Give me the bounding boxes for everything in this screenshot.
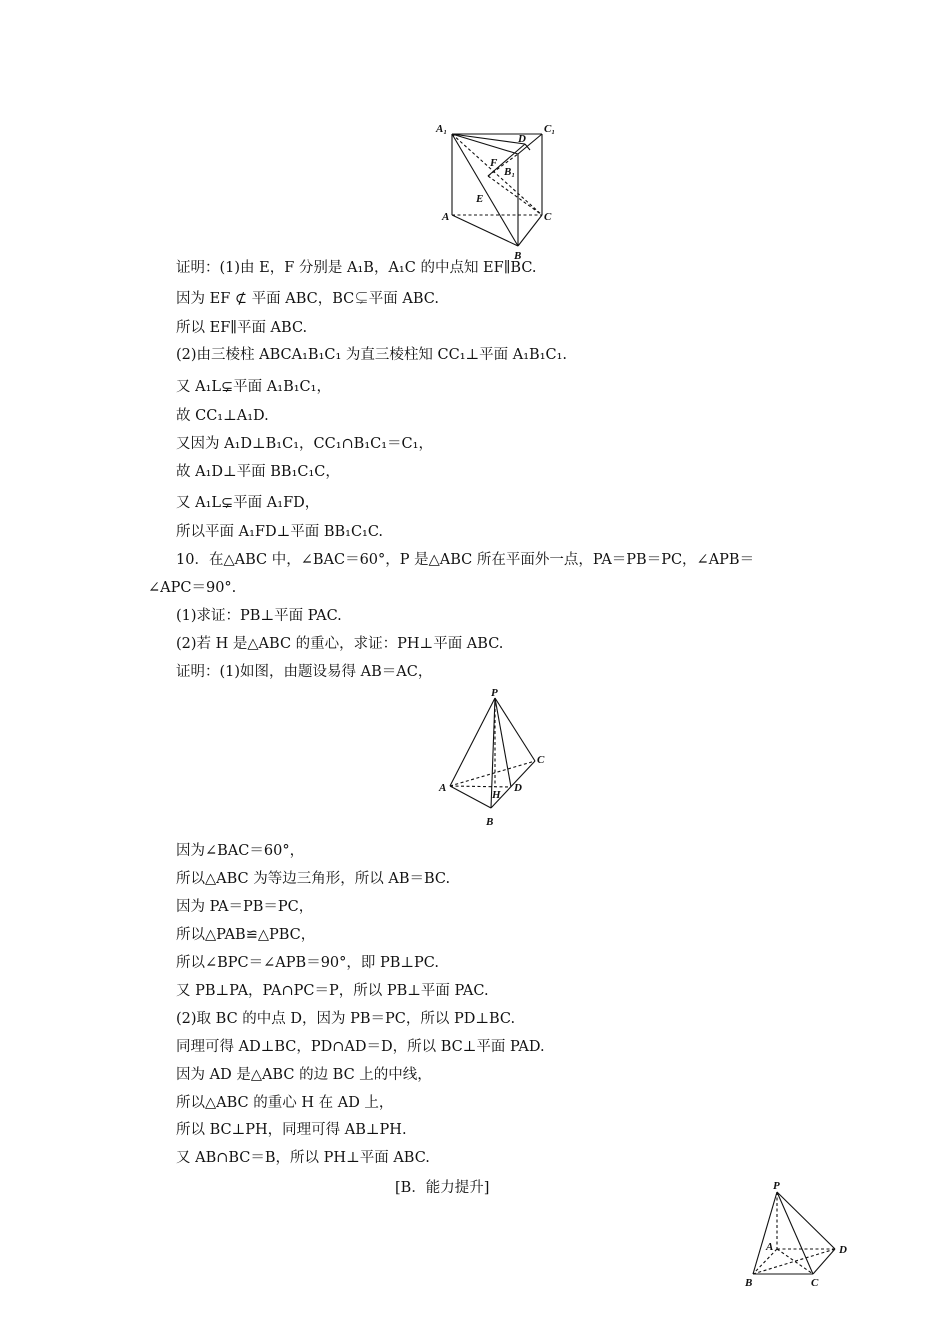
proof2-line-8: 同理可得 AD⊥BC，PD∩AD＝D，所以 BC⊥平面 PAD. xyxy=(176,1039,545,1055)
proof1-line-9: 又 A₁L⊊平面 A₁FD， xyxy=(176,495,320,511)
proof1-line-7: 又因为 A₁D⊥B₁C₁，CC₁∩B₁C₁＝C₁， xyxy=(176,436,433,452)
label-A: A xyxy=(766,1241,774,1253)
label-C: C xyxy=(544,211,552,223)
label-P: P xyxy=(491,687,498,699)
label-D: D xyxy=(514,782,522,794)
proof2-line-1: 因为∠BAC＝60°， xyxy=(176,843,305,859)
proof2-line-2: 所以△ABC 为等边三角形，所以 AB＝BC. xyxy=(176,871,451,887)
problem10-question-1: (1)求证：PB⊥平面 PAC. xyxy=(176,608,342,624)
proof2-line-9: 因为 AD 是△ABC 的边 BC 上的中线， xyxy=(176,1067,432,1083)
proof2-line-10: 所以△ABC 的重心 H 在 AD 上， xyxy=(176,1095,394,1111)
label-D: D xyxy=(839,1244,847,1256)
section-heading: [B．能力提升] xyxy=(395,1180,490,1196)
label-H: H xyxy=(492,789,501,801)
label-B: B xyxy=(486,816,494,828)
proof1-line-3: 所以 EF∥平面 ABC. xyxy=(176,320,308,336)
proof1-line-10: 所以平面 A₁FD⊥平面 BB₁C₁C. xyxy=(176,524,384,540)
label-F: F xyxy=(490,157,498,169)
proof2-line-3: 因为 PA＝PB＝PC， xyxy=(176,899,314,915)
problem10-question-2: (2)若 H 是△ABC 的重心，求证：PH⊥平面 ABC. xyxy=(176,636,504,652)
proof1-line-8: 故 A₁D⊥平面 BB₁C₁C， xyxy=(176,464,340,480)
proof1-line-4: (2)由三棱柱 ABCA₁B₁C₁ 为直三棱柱知 CC₁⊥平面 A₁B₁C₁. xyxy=(176,347,568,363)
tetrahedron-figure xyxy=(430,688,555,830)
label-D: D xyxy=(518,133,526,145)
proof2-line-5: 所以∠BPC＝∠APB＝90°，即 PB⊥PC. xyxy=(176,955,439,971)
label-C: C xyxy=(811,1277,819,1289)
proof2-line-11: 所以 BC⊥PH，同理可得 AB⊥PH. xyxy=(176,1122,407,1138)
label-A: A xyxy=(442,211,450,223)
label-C: C xyxy=(537,754,545,766)
problem10-line-1: 10．在△ABC 中，∠BAC＝60°，P 是△ABC 所在平面外一点，PA＝PB＝PC，∠APB＝ xyxy=(176,552,755,568)
proof1-line-6: 故 CC₁⊥A₁D. xyxy=(176,408,269,424)
label-C1: C₁ xyxy=(544,123,556,135)
problem10-proof-start: 证明：(1)如图，由题设易得 AB＝AC， xyxy=(176,664,433,680)
proof1-line-1: 证明：(1)由 E，F 分别是 A₁B，A₁C 的中点知 EF∥BC. xyxy=(176,260,537,276)
label-A: A xyxy=(439,782,447,794)
proof2-line-12: 又 AB∩BC＝B，所以 PH⊥平面 ABC. xyxy=(176,1150,430,1166)
label-B: B xyxy=(745,1277,753,1289)
label-E: E xyxy=(476,193,484,205)
problem10-line-2: ∠APC＝90°. xyxy=(148,580,237,596)
prism-figure xyxy=(430,118,560,262)
pyramid-figure xyxy=(735,1178,860,1296)
label-B1: B₁ xyxy=(504,166,516,178)
label-P: P xyxy=(773,1180,780,1192)
label-B: B xyxy=(514,250,522,262)
proof2-line-7: (2)取 BC 的中点 D，因为 PB＝PC，所以 PD⊥BC. xyxy=(176,1011,516,1027)
proof1-line-5: 又 A₁L⊊平面 A₁B₁C₁， xyxy=(176,379,331,395)
proof2-line-6: 又 PB⊥PA，PA∩PC＝P，所以 PB⊥平面 PAC. xyxy=(176,983,489,999)
proof1-line-2: 因为 EF ⊄ 平面 ABC，BC⊊平面 ABC. xyxy=(176,291,439,307)
proof2-line-4: 所以△PAB≌△PBC， xyxy=(176,927,316,943)
label-A1: A₁ xyxy=(436,123,448,135)
